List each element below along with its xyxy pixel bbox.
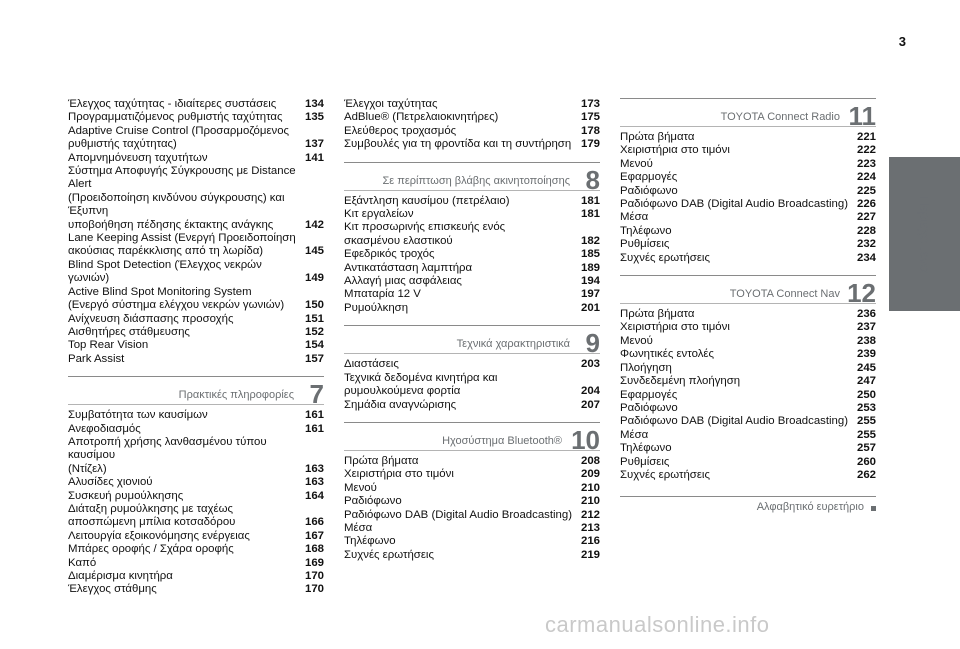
toc-entry — [68, 125, 324, 138]
toc-entry — [68, 286, 324, 299]
toc-entry-title: Μενού — [344, 481, 377, 494]
toc-entry[interactable] — [620, 198, 876, 211]
toc-entry-title: Αποτροπή χρήσης λανθασμένου τύπου καυσίμου — [68, 435, 267, 462]
toc-entry-title: Μενού — [620, 334, 653, 347]
toc-entry-title: Τηλέφωνο — [344, 535, 396, 548]
toc-entry-title: Ανεφοδιασμός — [68, 422, 141, 435]
section-number: 11 — [848, 101, 876, 131]
toc-entry[interactable] — [620, 225, 876, 238]
toc-entry-title: Πλοήγηση — [620, 361, 672, 374]
section-title: Σε περίπτωση βλάβης ακινητοποίησης — [382, 174, 570, 187]
toc-list — [344, 98, 600, 152]
toc-entry-title: Εξάντληση καυσίμου (πετρέλαιο) — [344, 194, 510, 207]
toc-entry[interactable] — [68, 245, 324, 258]
toc-entry-title: AdBlue® (Πετρελαιοκινητήρες) — [344, 111, 499, 124]
toc-entry[interactable] — [68, 463, 324, 476]
divider — [620, 98, 876, 99]
toc-entry-title: Ρυθμίσεις — [620, 455, 670, 468]
toc-entry-title: Εφεδρικός τροχός — [344, 248, 435, 261]
toc-entry-page: 237 — [856, 321, 876, 334]
toc-entry-title: ακούσιας παρέκκλισης από τη λωρίδα) — [68, 245, 264, 258]
toc-entry[interactable] — [68, 409, 324, 422]
toc-entry[interactable] — [68, 583, 324, 596]
toc-entry-page: 203 — [580, 358, 600, 371]
toc-entry-page: 134 — [304, 98, 324, 110]
toc-entry-title: Χειριστήρια στο τιμόνι — [344, 468, 454, 481]
toc-entry-page: 167 — [304, 529, 324, 542]
toc-entry-page: 173 — [580, 98, 600, 110]
toc-entry-title: υποβοήθηση πέδησης έκτακτης ανάγκης — [68, 218, 274, 231]
toc-entry-page: 166 — [304, 516, 324, 529]
toc-entry — [68, 503, 324, 516]
toc-entry-title: Εφαρμογές — [620, 388, 678, 401]
toc-entry[interactable] — [344, 98, 600, 111]
toc-entry[interactable] — [68, 152, 324, 165]
toc-entry-title: Σύστημα Αποφυγής Σύγκρουσης με Distance Alert — [68, 165, 296, 191]
toc-entry[interactable] — [344, 482, 600, 495]
toc-entry[interactable] — [620, 335, 876, 348]
toc-entry[interactable] — [344, 495, 600, 508]
toc-entry[interactable] — [620, 185, 876, 198]
toc-entry[interactable] — [344, 522, 600, 535]
toc-entry[interactable] — [68, 313, 324, 326]
toc-entry-title: Ανίχνευση διάσπασης προσοχής — [68, 312, 234, 325]
toc-entry-page: 182 — [580, 234, 600, 247]
toc-entry[interactable] — [68, 339, 324, 352]
column-2 — [344, 98, 600, 562]
toc-entry[interactable] — [344, 288, 600, 301]
square-bullet-icon — [871, 506, 876, 511]
toc-entry-title: Blind Spot Detection (Έλεγχος νεκρών γωνιών) — [68, 258, 262, 285]
toc-entry-page: 164 — [304, 489, 324, 502]
toc-entry[interactable] — [344, 125, 600, 138]
toc-entry-page: 234 — [856, 251, 876, 264]
toc-entry[interactable] — [68, 98, 324, 111]
toc-entry-title: Διαστάσεις — [344, 358, 399, 371]
toc-entry-title: Αλλαγή μιας ασφάλειας — [344, 275, 462, 288]
toc-entry-page: 170 — [304, 570, 324, 582]
toc-entry[interactable] — [68, 111, 324, 124]
toc-list — [344, 195, 600, 316]
toc-entry-title: (Προειδοποίηση κινδύνου σύγκρουσης) και Έξυπνη — [68, 191, 285, 218]
toc-entry-title: Συμβουλές για τη φροντίδα και τη συντήρηση — [344, 138, 572, 151]
toc-entry-page: 255 — [856, 415, 876, 428]
toc-entry-title: Καπό — [68, 556, 97, 569]
section-title: Ηχοσύστημα Bluetooth® — [442, 434, 562, 447]
toc-entry-title: Φωνητικές εντολές — [620, 348, 714, 361]
toc-entry-page: 222 — [856, 144, 876, 157]
toc-entry[interactable] — [344, 248, 600, 261]
toc-entry-page: 219 — [580, 548, 600, 561]
toc-entry[interactable] — [68, 476, 324, 489]
toc-entry-page: 169 — [304, 556, 324, 569]
toc-entry-page: 185 — [580, 248, 600, 261]
toc-entry[interactable] — [68, 353, 324, 366]
section-header-9 — [344, 325, 600, 359]
toc-entry-page: 247 — [856, 375, 876, 388]
toc-entry-page: 238 — [856, 334, 876, 347]
toc-entry-title: Έλεγχος ταχύτητας - ιδιαίτερες συστάσεις — [68, 98, 277, 110]
toc-entry-page: 210 — [580, 495, 600, 508]
column-3 — [620, 98, 876, 515]
toc-entry[interactable] — [344, 275, 600, 288]
toc-entry[interactable] — [620, 211, 876, 224]
toc-entry-title: Κιτ εργαλείων — [344, 208, 414, 221]
toc-entry-page: 209 — [580, 468, 600, 481]
toc-entry[interactable] — [620, 442, 876, 455]
toc-entry[interactable] — [68, 490, 324, 503]
toc-entry-page: 161 — [304, 422, 324, 435]
toc-entry-title: Απομνημόνευση ταχυτήτων — [68, 151, 208, 164]
toc-entry[interactable] — [344, 358, 600, 371]
toc-entry-page: 175 — [580, 111, 600, 124]
toc-entry-title: Ραδιόφωνο — [344, 495, 402, 508]
toc-entry[interactable] — [344, 138, 600, 151]
toc-entry-title: Ρυμούλκηση — [344, 301, 409, 314]
toc-entry — [68, 436, 324, 463]
section-header-11 — [620, 98, 876, 131]
toc-entry[interactable] — [344, 208, 600, 221]
toc-entry[interactable] — [344, 399, 600, 412]
toc-entry[interactable] — [68, 570, 324, 583]
toc-entry-page: 210 — [580, 481, 600, 494]
toc-entry-title: Μέσα — [344, 521, 373, 534]
toc-entry-page: 257 — [856, 442, 876, 455]
toc-entry-title: Ραδιόφωνο DAB (Digital Audio Broadcasting) — [344, 508, 573, 521]
toc-entry[interactable] — [68, 299, 324, 312]
toc-list — [344, 358, 600, 412]
section-number: 7 — [309, 379, 324, 410]
section-number: 9 — [585, 328, 600, 359]
toc-entry[interactable] — [344, 509, 600, 522]
toc-entry-title: ρυθμιστής ταχύτητας) — [68, 138, 177, 151]
toc-entry[interactable] — [344, 535, 600, 548]
toc-entry-title: Ραδιόφωνο DAB (Digital Audio Broadcasting) — [620, 198, 849, 211]
toc-entry[interactable] — [68, 557, 324, 570]
toc-entry-page: 224 — [856, 171, 876, 184]
section-title: Πρακτικές πληροφορίες — [178, 389, 294, 402]
toc-entry[interactable] — [620, 375, 876, 388]
toc-entry-page: 189 — [580, 261, 600, 274]
toc-entry-page: 135 — [304, 111, 324, 124]
column-1 — [68, 98, 324, 597]
toc-entry-title: Πρώτα βήματα — [344, 454, 419, 467]
toc-entry-page: 168 — [304, 543, 324, 556]
toc-list — [620, 131, 876, 265]
toc-entry-page: 137 — [304, 138, 324, 151]
toc-entry[interactable] — [620, 389, 876, 402]
toc-entry[interactable] — [620, 321, 876, 334]
toc-entry-title: Μέσα — [620, 428, 649, 441]
divider — [620, 275, 876, 276]
toc-entry-page: 221 — [856, 131, 876, 143]
toc-entry-page: 207 — [580, 398, 600, 411]
toc-entry-title: σκασμένου ελαστικού — [344, 234, 453, 247]
section-title: TOYOTA Connect Radio — [720, 111, 840, 123]
divider — [344, 422, 600, 423]
toc-entry — [68, 232, 324, 245]
toc-entry-page: 145 — [304, 245, 324, 258]
toc-entry-title: Σημάδια αναγνώρισης — [344, 398, 457, 411]
toc-entry[interactable] — [620, 469, 876, 482]
toc-entry-page: 204 — [580, 385, 600, 398]
toc-entry — [68, 165, 324, 192]
toc-entry-page: 226 — [856, 198, 876, 211]
toc-entry[interactable] — [344, 195, 600, 208]
divider — [68, 376, 324, 377]
toc-entry-page: 260 — [856, 455, 876, 468]
toc-entry-title: (Ντίζελ) — [68, 462, 107, 475]
toc-entry-page: 149 — [304, 272, 324, 285]
toc-entry[interactable] — [344, 111, 600, 124]
toc-entry-title: Αισθητήρες στάθμευσης — [68, 325, 190, 338]
toc-entry-page: 179 — [580, 138, 600, 151]
toc-entry-page: 253 — [856, 401, 876, 414]
toc-list — [344, 455, 600, 562]
side-tab-label: Περιεχόμενα — [916, 195, 933, 273]
toc-entry[interactable] — [68, 219, 324, 232]
toc-entry-page: 151 — [304, 312, 324, 325]
toc-entry-title: Προγραμματιζόμενος ρυθμιστής ταχύτητας — [68, 111, 283, 124]
toc-entry-page: 197 — [580, 288, 600, 301]
toc-entry[interactable] — [344, 468, 600, 481]
toc-entry-page: 227 — [856, 211, 876, 224]
toc-entry[interactable] — [68, 423, 324, 436]
toc-entry[interactable] — [68, 326, 324, 339]
toc-list — [68, 98, 324, 366]
toc-entry-title: αποσπώμενη μπίλια κοτσαδόρου — [68, 516, 236, 529]
toc-entry-title: Διάταξη ρυμούλκησης με ταχέως — [68, 502, 233, 515]
divider — [344, 162, 600, 163]
toc-entry-title: Χειριστήρια στο τιμόνι — [620, 144, 730, 157]
toc-entry[interactable] — [620, 308, 876, 321]
toc-entry-title: Διαμέρισμα κινητήρα — [68, 570, 173, 582]
toc-entry-title: Τηλέφωνο — [620, 442, 672, 455]
toc-entry-page: 142 — [304, 218, 324, 231]
toc-entry[interactable] — [620, 252, 876, 265]
toc-entry-title: Τεχνικά δεδομένα κινητήρα και — [344, 371, 498, 384]
toc-entry-title: Έλεγχοι ταχύτητας — [344, 98, 438, 110]
toc-entry-page: 163 — [304, 462, 324, 475]
alphabetical-index-link[interactable] — [620, 496, 876, 515]
toc-entry-title: Συνδεδεμένη πλοήγηση — [620, 375, 741, 388]
toc-entry[interactable] — [620, 158, 876, 171]
toc-entry-title: Συχνές ερωτήσεις — [620, 251, 710, 264]
toc-entry-page: 152 — [304, 325, 324, 338]
section-title: TOYOTA Connect Nav — [729, 288, 840, 301]
toc-entry-title: Αλυσίδες χιονιού — [68, 476, 153, 489]
toc-entry-title: Συχνές ερωτήσεις — [344, 548, 434, 561]
toc-entry-page: 236 — [856, 308, 876, 321]
toc-entry[interactable] — [68, 543, 324, 556]
divider — [344, 325, 600, 326]
toc-entry-title: Τηλέφωνο — [620, 224, 672, 237]
toc-entry[interactable] — [344, 235, 600, 248]
section-header-7 — [68, 376, 324, 410]
toc-entry-title: Park Assist — [68, 352, 125, 365]
toc-entry-page: 255 — [856, 428, 876, 441]
toc-entry-page: 178 — [580, 124, 600, 137]
toc-entry[interactable] — [68, 138, 324, 151]
toc-entry-title: Πρώτα βήματα — [620, 131, 695, 143]
toc-entry-title: Ραδιόφωνο — [620, 184, 678, 197]
toc-entry[interactable] — [620, 238, 876, 251]
toc-entry-page: 216 — [580, 535, 600, 548]
toc-entry-title: Συχνές ερωτήσεις — [620, 468, 710, 481]
toc-entry — [344, 221, 600, 234]
toc-entry-title: Πρώτα βήματα — [620, 308, 695, 321]
toc-entry-page: 154 — [304, 339, 324, 352]
toc-entry-page: 228 — [856, 224, 876, 237]
toc-entry-title: (Ενεργό σύστημα ελέγχου νεκρών γωνιών) — [68, 299, 285, 312]
toc-entry[interactable] — [620, 144, 876, 157]
toc-entry-page: 212 — [580, 508, 600, 521]
section-header-12 — [620, 275, 876, 309]
toc-list — [68, 409, 324, 597]
toc-entry[interactable] — [620, 348, 876, 361]
toc-entry-title: Ρυθμίσεις — [620, 238, 670, 251]
toc-list — [620, 308, 876, 482]
toc-entry-page: 208 — [580, 454, 600, 467]
toc-entry-title: Αντικατάσταση λαμπτήρα — [344, 261, 473, 274]
toc-entry-page: 262 — [856, 468, 876, 481]
toc-entry-page: 245 — [856, 361, 876, 374]
toc-entry[interactable] — [620, 171, 876, 184]
toc-entry-page: 213 — [580, 521, 600, 534]
toc-entry-title: Μενού — [620, 157, 653, 170]
toc-entry-page: 250 — [856, 388, 876, 401]
section-number: 8 — [585, 164, 600, 195]
toc-entry-title: Μέσα — [620, 211, 649, 224]
toc-entry-title: Εφαρμογές — [620, 171, 678, 184]
toc-entry-title: Χειριστήρια στο τιμόνι — [620, 321, 730, 334]
toc-entry-title: Ραδιόφωνο — [620, 401, 678, 414]
toc-entry[interactable] — [344, 549, 600, 562]
section-header-10 — [344, 422, 600, 455]
toc-entry-title: Ραδιόφωνο DAB (Digital Audio Broadcasting) — [620, 415, 849, 428]
toc-entry-title: Λειτουργία εξοικονόμησης ενέργειας — [68, 529, 250, 542]
toc-entry[interactable] — [620, 415, 876, 428]
toc-entry — [68, 192, 324, 219]
toc-entry-page: 181 — [580, 208, 600, 221]
toc-entry[interactable] — [620, 402, 876, 415]
side-tab-label-wrap — [889, 157, 960, 311]
toc-entry-title: Έλεγχος στάθμης — [68, 583, 157, 596]
alphabetical-index-label: Αλφαβητικό ευρετήριο — [756, 501, 864, 514]
watermark: carmanualsonline.info — [545, 612, 770, 637]
toc-entry-page: 181 — [580, 194, 600, 207]
toc-entry-title: Συμβατότητα των καυσίμων — [68, 409, 208, 422]
toc-entry-page: 161 — [304, 409, 324, 422]
toc-entry[interactable] — [68, 516, 324, 529]
toc-entry[interactable] — [344, 455, 600, 468]
toc-entry-page: 223 — [856, 157, 876, 170]
toc-entry-page: 239 — [856, 348, 876, 361]
toc-entry-page: 194 — [580, 275, 600, 288]
toc-entry-page: 163 — [304, 476, 324, 489]
toc-entry[interactable] — [344, 385, 600, 398]
toc-entry-title: Ελεύθερος τροχασμός — [344, 124, 457, 137]
toc-entry-title: Top Rear Vision — [68, 339, 149, 352]
toc-entry[interactable] — [620, 429, 876, 442]
section-header-8 — [344, 162, 600, 195]
toc-entry[interactable] — [68, 259, 324, 286]
toc-entry-title: Μπαταρία 12 V — [344, 288, 421, 301]
section-number: 10 — [571, 424, 600, 455]
toc-entry-title: Μπάρες οροφής / Σχάρα οροφής — [68, 543, 234, 556]
toc-entry-title: Lane Keeping Assist (Ενεργή Προειδοποίηση — [68, 232, 296, 245]
toc-entry-page: 232 — [856, 238, 876, 251]
toc-entry[interactable] — [344, 262, 600, 275]
page-number: 3 — [898, 34, 906, 49]
toc-entry-page: 170 — [304, 583, 324, 596]
toc-entry-page: 225 — [856, 184, 876, 197]
toc-entry-title: Κιτ προσωρινής επισκευής ενός — [344, 221, 506, 234]
toc-entry[interactable] — [620, 131, 876, 144]
toc-entry — [344, 372, 600, 385]
toc-entry-page: 141 — [304, 151, 324, 164]
toc-entry-title: Συσκευή ρυμούλκησης — [68, 489, 184, 502]
toc-entry[interactable] — [68, 530, 324, 543]
toc-entry-title: Active Blind Spot Monitoring System — [68, 285, 252, 298]
toc-entry-page: 150 — [304, 299, 324, 312]
toc-entry-page: 201 — [580, 301, 600, 314]
toc-entry-title: ρυμουλκούμενα φορτία — [344, 385, 461, 398]
toc-entry[interactable] — [620, 362, 876, 375]
toc-entry[interactable] — [620, 456, 876, 469]
toc-entry-title: Adaptive Cruise Control (Προσαρμοζόμενος — [68, 124, 290, 137]
toc-entry[interactable] — [344, 302, 600, 315]
section-number: 12 — [847, 278, 876, 309]
toc-entry-page: 157 — [304, 352, 324, 365]
section-title: Τεχνικά χαρακτηριστικά — [456, 338, 570, 351]
